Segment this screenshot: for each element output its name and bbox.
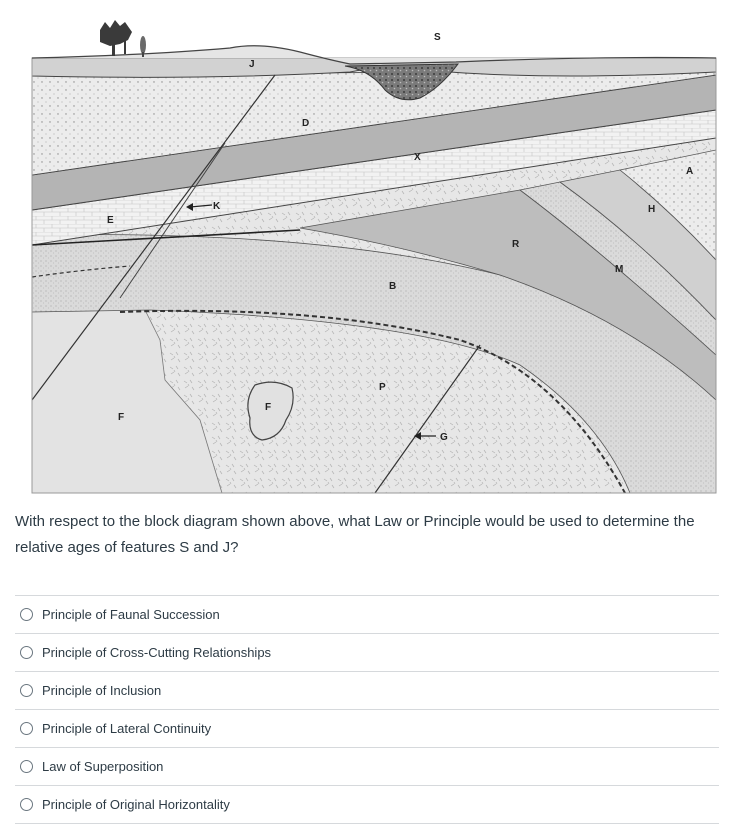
answer-label: Principle of Inclusion xyxy=(42,683,162,698)
label-b: B xyxy=(389,281,397,292)
radio-button[interactable] xyxy=(20,684,33,697)
label-j: J xyxy=(249,59,255,70)
label-g: G xyxy=(440,432,448,443)
answer-option[interactable] xyxy=(15,595,719,633)
label-f-left: F xyxy=(118,412,125,423)
label-f-inclusion: F xyxy=(265,402,272,413)
label-r: R xyxy=(512,239,520,250)
answer-list xyxy=(15,595,719,824)
answer-label: Principle of Lateral Continuity xyxy=(42,721,212,736)
answer-label: Principle of Original Horizontality xyxy=(42,797,230,812)
label-k: K xyxy=(213,201,221,212)
label-d: D xyxy=(302,118,310,129)
tree-icon xyxy=(100,20,146,57)
answer-option[interactable] xyxy=(15,671,719,709)
radio-button[interactable] xyxy=(20,608,33,621)
question-text: With respect to the block diagram shown above, what Law or Principle would be used to determine the relative ages of features S and J? xyxy=(15,513,695,556)
label-s: S xyxy=(434,32,441,43)
radio-button[interactable] xyxy=(20,760,33,773)
answer-option[interactable] xyxy=(15,785,719,824)
radio-button[interactable] xyxy=(20,722,33,735)
radio-button[interactable] xyxy=(20,798,33,811)
label-x: X xyxy=(414,152,421,163)
label-h: H xyxy=(648,204,656,215)
answer-label: Principle of Cross-Cutting Relationships xyxy=(42,645,272,660)
answer-option[interactable] xyxy=(15,633,719,671)
answer-option[interactable] xyxy=(15,709,719,747)
label-a: A xyxy=(686,166,694,177)
label-p: P xyxy=(379,382,386,393)
label-e: E xyxy=(107,215,114,226)
radio-button[interactable] xyxy=(20,646,33,659)
answer-label: Law of Superposition xyxy=(42,759,164,774)
answer-label: Principle of Faunal Succession xyxy=(42,607,220,622)
answer-option[interactable] xyxy=(15,747,719,785)
label-m: M xyxy=(615,264,624,275)
